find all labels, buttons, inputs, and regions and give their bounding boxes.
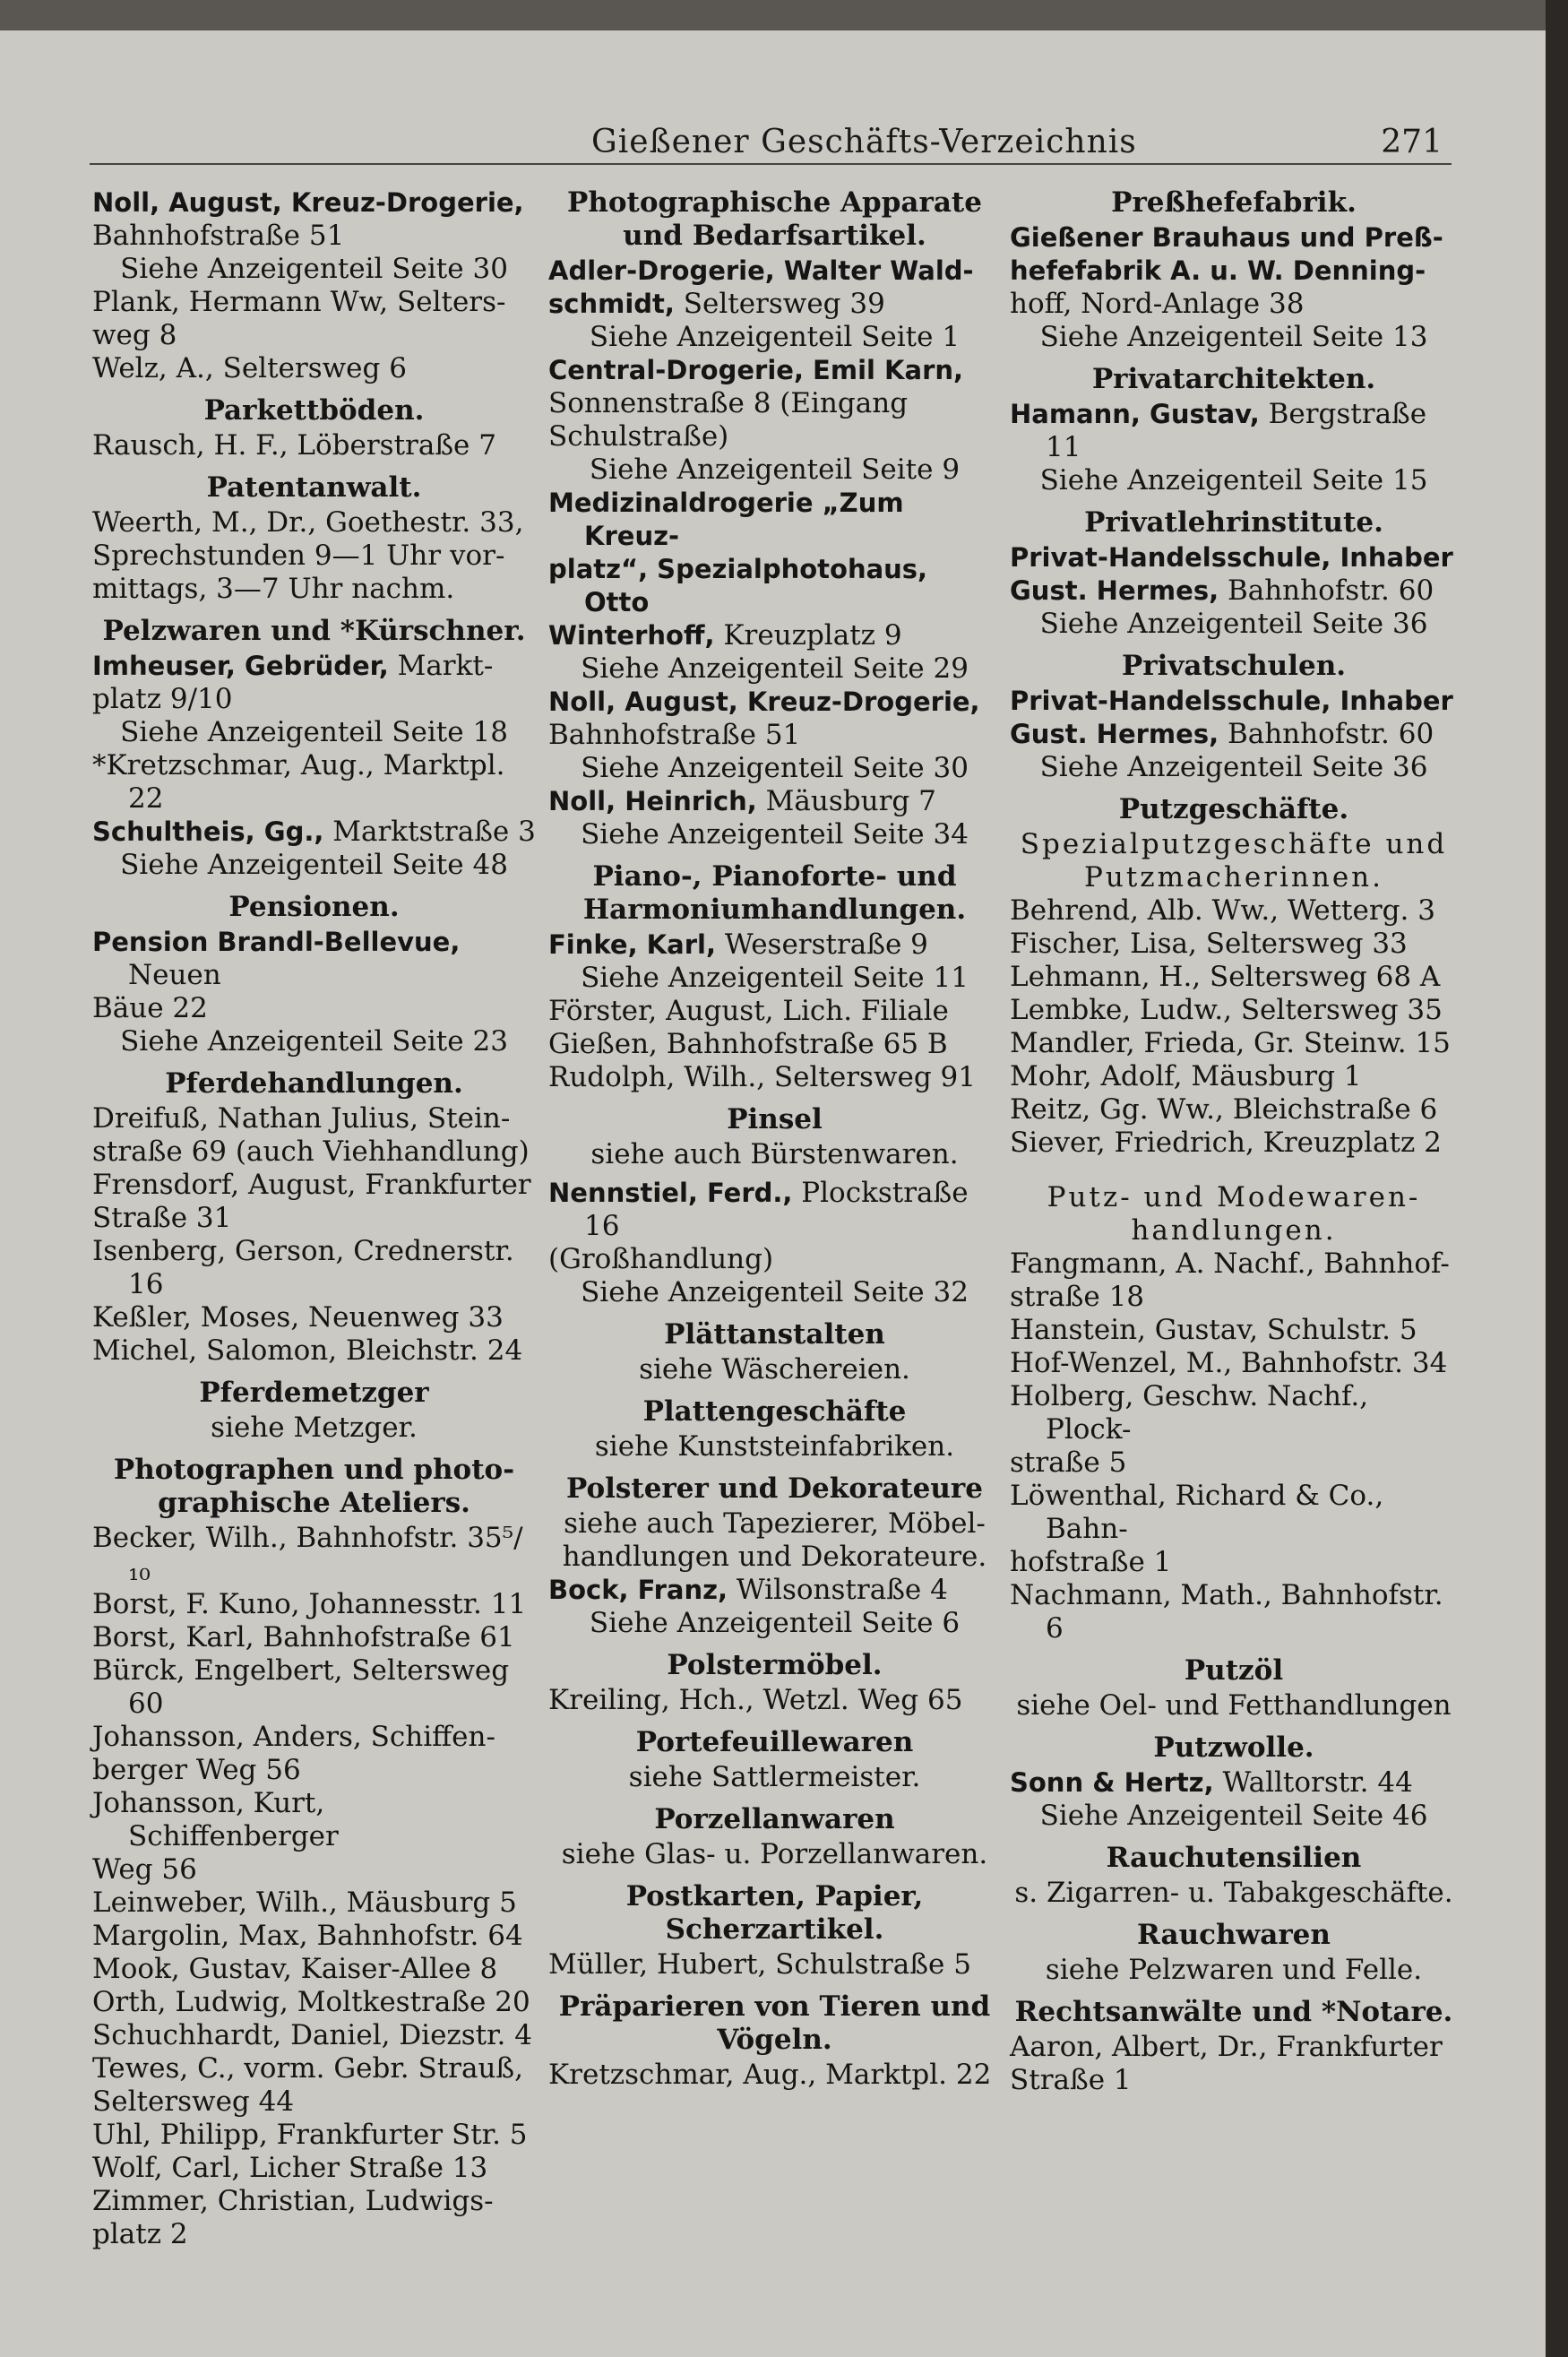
list-item: Bürck, Engelbert, Seltersweg 60 (92, 1654, 510, 1720)
section-heading: Putzwolle. (1153, 1731, 1314, 1764)
section-heading: Pferdemetzger (199, 1377, 429, 1409)
list-item: Margolin, Max, Bahnhofstr. 64 (92, 1920, 523, 1952)
list-item: Nachmann, Math., Bahnhofstr. 6 (1010, 1579, 1443, 1645)
list-item: Orth, Ludwig, Moltkestraße 20 (92, 1986, 530, 2018)
section-heading: Privatarchitekten. (1091, 363, 1376, 395)
list-item: Tewes, C., vorm. Gebr. Strauß, Seltersweg 44 (92, 2052, 523, 2118)
column-3 (1010, 186, 1458, 2097)
list-item: Mandler, Frieda, Gr. Steinw. 15 (1010, 1027, 1451, 1059)
section-heading: Pferdehandlungen. (165, 1067, 463, 1100)
cross-reference: siehe Glas- u. Porzellanwaren. (561, 1838, 988, 1870)
cross-reference: handlungen und Dekorateure. (562, 1541, 987, 1573)
list-item: Wolf, Carl, Licher Straße 13 (92, 2152, 488, 2184)
list-item: Kreiling, Hch., Wetzl. Weg 65 (548, 1684, 963, 1716)
page-top-edge (0, 0, 1546, 30)
page-header (90, 118, 1452, 165)
list-item: Sonn & Hertz, Walltorstr. 44 Siehe Anzeigenteil Seite 46 (1010, 1766, 1428, 1832)
subsection-heading: Putz- und Modewaren- (1047, 1181, 1421, 1213)
running-title: Gießener Geschäfts-Verzeichnis (591, 124, 1137, 160)
column-2 (548, 186, 1001, 2092)
list-item: Imheuser, Gebrüder, Markt- platz 9/10 Siehe Anzeigenteil Seite 18 (92, 650, 508, 748)
list-item: Mook, Gustav, Kaiser-Allee 8 (92, 1953, 498, 1985)
list-item: *Kretzschmar, Aug., Marktpl. 22 (92, 749, 505, 815)
section-heading: graphische Ateliers. (158, 1487, 470, 1519)
list-item: Hanstein, Gustav, Schulstr. 5 (1010, 1314, 1417, 1346)
list-item: Rudolph, Wilh., Seltersweg 91 (548, 1061, 976, 1093)
list-item: Keßler, Moses, Neuenweg 33 (92, 1301, 504, 1334)
section-heading: Preßhefefabrik. (1111, 186, 1357, 219)
section-heading: Plättanstalten (664, 1318, 885, 1351)
list-item: Fangmann, A. Nachf., Bahnhof- straße 18 (1010, 1248, 1450, 1313)
section-heading: Pinsel (727, 1103, 823, 1135)
list-item: Schuchhardt, Daniel, Diezstr. 4 (92, 2019, 532, 2051)
list-item: Medizinaldrogerie „Zum Kreuz- platz“, Spezialphotohaus, Otto Winterhoff, Kreuzplatz 9 Siehe Anzeigenteil Seite 29 (548, 488, 969, 685)
list-item: Aaron, Albert, Dr., Frankfurter Straße 1 (1010, 2031, 1443, 2096)
list-item: Fischer, Lisa, Seltersweg 33 (1010, 928, 1408, 960)
page-number: 271 (1381, 124, 1443, 160)
list-item: Hof-Wenzel, M., Bahnhofstr. 34 (1010, 1347, 1448, 1379)
list-item: Noll, Heinrich, Mäusburg 7 Siehe Anzeigenteil Seite 34 (548, 785, 969, 850)
list-item: Lembke, Ludw., Seltersweg 35 (1010, 994, 1443, 1026)
section-heading: Rauchutensilien (1106, 1842, 1362, 1874)
section-heading: Patentanwalt. (206, 471, 422, 504)
list-item: Lehmann, H., Seltersweg 68 A (1010, 961, 1441, 993)
cross-reference: siehe Wäschereien. (639, 1353, 910, 1386)
section-heading: Parkettböden. (203, 394, 425, 427)
section-heading: Portefeuillewaren (635, 1726, 914, 1758)
list-item: Bock, Franz, Wilsonstraße 4 Siehe Anzeigenteil Seite 6 (548, 1574, 961, 1639)
list-item: Borst, F. Kuno, Johannesstr. 11 (92, 1588, 527, 1620)
list-item: Dreifuß, Nathan Julius, Stein- straße 69 (auch Viehhandlung) (92, 1102, 530, 1168)
list-item: Frensdorf, August, Frankfurter Straße 31 (92, 1169, 531, 1234)
list-item: Holberg, Geschw. Nachf., Plock- straße 5 (1010, 1380, 1369, 1479)
cross-reference: siehe Metzger. (211, 1412, 418, 1444)
list-item: Behrend, Alb. Ww., Wetterg. 3 (1010, 894, 1435, 927)
subsection-heading: Spezialputzgeschäfte und (1020, 828, 1448, 860)
section-heading: Harmoniumhandlungen. (582, 894, 967, 926)
cross-reference: siehe auch Bürstenwaren. (590, 1138, 959, 1170)
list-item: Privat-Handelsschule, Inhaber Gust. Hermes, Bahnhofstr. 60 Siehe Anzeigenteil Seite 36 (1010, 686, 1453, 783)
section-heading: Putzgeschäfte. (1118, 793, 1349, 825)
list-item: Johansson, Kurt, Schiffenberger Weg 56 (92, 1787, 339, 1886)
section-heading: Rechtsanwälte und *Notare. (1014, 1996, 1453, 2028)
list-item: Finke, Karl, Weserstraße 9 Siehe Anzeigenteil Seite 11 (548, 928, 969, 994)
section-heading: Polstermöbel. (667, 1649, 883, 1681)
list-item: Privat-Handelsschule, Inhaber Gust. Hermes, Bahnhofstr. 60 Siehe Anzeigenteil Seite 36 (1010, 542, 1453, 640)
list-item: Noll, August, Kreuz-Drogerie, Bahnhofstraße 51 Siehe Anzeigenteil Seite 30 (548, 686, 980, 784)
list-item: Leinweber, Wilh., Mäusburg 5 (92, 1886, 517, 1919)
list-item: Isenberg, Gerson, Crednerstr. 16 (92, 1235, 514, 1300)
section-heading: Privatlehrinstitute. (1084, 506, 1383, 539)
list-item: Uhl, Philipp, Frankfurter Str. 5 (92, 2119, 528, 2151)
list-item: Noll, August, Kreuz-Drogerie, Bahnhofstraße 51 Siehe Anzeigenteil Seite 30 (92, 187, 524, 285)
list-item: Weerth, M., Dr., Goethestr. 33, Sprechstunden 9—1 Uhr vor- mittags, 3—7 Uhr nachm. (92, 506, 524, 605)
list-item: Adler-Drogerie, Walter Wald- schmidt, Seltersweg 39 Siehe Anzeigenteil Seite 1 (548, 255, 974, 353)
cross-reference: siehe auch Tapezierer, Möbel- (564, 1507, 986, 1540)
section-heading: Scherzartikel. (665, 1913, 884, 1946)
section-heading: und Bedarfsartikel. (623, 220, 926, 252)
section-heading: Pelzwaren und *Kürschner. (102, 615, 526, 647)
list-item: Michel, Salomon, Bleichstr. 24 (92, 1334, 523, 1367)
list-item: Borst, Karl, Bahnhofstraße 61 (92, 1621, 515, 1653)
section-heading: Photographen und photo- (113, 1454, 515, 1486)
list-item: Hamann, Gustav, Bergstraße 11 Siehe Anzeigenteil Seite 15 (1010, 398, 1428, 496)
subsection-heading: handlungen. (1131, 1214, 1337, 1247)
column-1 (92, 186, 536, 2251)
list-item: Pension Brandl-Bellevue, Neuen Bäue 22 Siehe Anzeigenteil Seite 23 (92, 927, 508, 1058)
list-item: Rausch, H. F., Löberstraße 7 (92, 429, 496, 462)
list-item: Gießener Brauhaus und Preß- hefefabrik A. u. W. Denning- hoff, Nord-Anlage 38 Siehe Anzeigenteil Seite 13 (1010, 222, 1443, 353)
list-item: Förster, August, Lich. Filiale Gießen, Bahnhofstraße 65 B (548, 995, 949, 1060)
list-item: Schultheis, Gg., Marktstraße 3 Siehe Anzeigenteil Seite 48 (92, 816, 536, 881)
section-heading: Plattengeschäfte (642, 1395, 907, 1428)
list-item: Plank, Hermann Ww, Selters- weg 8 (92, 286, 506, 351)
list-item: Johansson, Anders, Schiffen- berger Weg 56 (92, 1721, 495, 1786)
list-item: Zimmer, Christian, Ludwigs- platz 2 (92, 2185, 494, 2250)
section-heading: Porzellanwaren (654, 1803, 895, 1835)
section-heading: Rauchwaren (1137, 1919, 1331, 1951)
cross-reference: siehe Sattlermeister. (628, 1761, 921, 1793)
cross-reference: siehe Pelzwaren und Felle. (1045, 1954, 1423, 1986)
list-item: Nennstiel, Ferd., Plockstraße 16 (Großhandlung) Siehe Anzeigenteil Seite 32 (548, 1177, 969, 1308)
section-heading: Postkarten, Papier, (625, 1880, 924, 1912)
list-item: Mohr, Adolf, Mäusburg 1 (1010, 1060, 1362, 1092)
list-item: Siever, Friedrich, Kreuzplatz 2 (1010, 1127, 1442, 1159)
section-heading: Privatschulen. (1121, 650, 1347, 682)
subsection-heading: Putzmacherinnen. (1084, 861, 1383, 894)
cross-reference: s. Zigarren- u. Tabakgeschäfte. (1014, 1877, 1453, 1909)
list-item: Becker, Wilh., Bahnhofstr. 35⁵/₁₀ (92, 1522, 523, 1587)
list-item: Central-Drogerie, Emil Karn, Sonnenstraße 8 (Eingang Schulstraße) Siehe Anzeigenteil Seite 9 (548, 355, 964, 486)
list-item: Reitz, Gg. Ww., Bleichstraße 6 (1010, 1093, 1438, 1126)
section-heading: Piano-, Pianoforte- und (592, 860, 957, 893)
list-item: Kretzschmar, Aug., Marktpl. 22 (548, 2059, 992, 2091)
section-heading: Putzöl (1184, 1654, 1284, 1687)
section-heading: Polsterer und Dekorateure (566, 1472, 983, 1505)
section-heading: Präparieren von Tieren und (558, 1990, 991, 2023)
section-heading: Pensionen. (228, 891, 400, 923)
list-item: Löwenthal, Richard & Co., Bahn- hofstraße 1 (1010, 1480, 1384, 1578)
list-item: Welz, A., Seltersweg 6 (92, 352, 407, 384)
section-heading: Photographische Apparate (567, 186, 982, 219)
book-binding (1546, 0, 1568, 2357)
list-item: Müller, Hubert, Schulstraße 5 (548, 1948, 971, 1981)
cross-reference: siehe Kunststeinfabriken. (594, 1430, 955, 1463)
cross-reference: siehe Oel- und Fetthandlungen (1016, 1689, 1452, 1722)
section-heading: Vögeln. (717, 2024, 832, 2056)
